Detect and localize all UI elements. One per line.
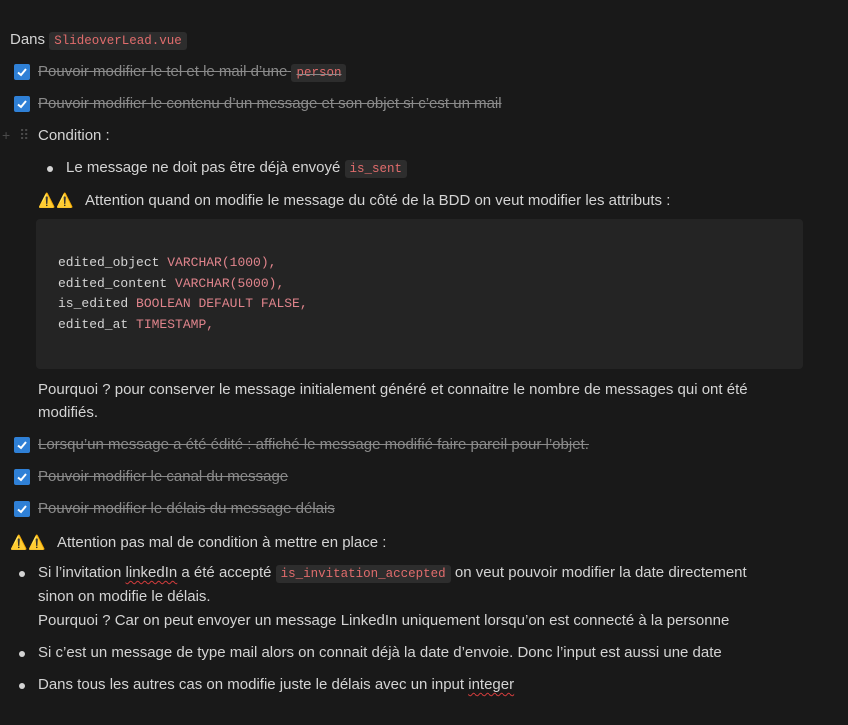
add-block-icon[interactable]: + <box>2 127 11 143</box>
warning-line <box>38 188 670 213</box>
todo-text: Lorsqu’un message a été édité : affiché le message modifié faire pareil pour l’objet. <box>38 436 589 453</box>
checkbox-checked-icon[interactable] <box>14 437 30 453</box>
warning-icon: ⚠️⚠️ <box>38 192 75 208</box>
code-line: edited_object VARCHAR(1000), <box>58 255 277 270</box>
todo-text: Pouvoir modifier le contenu d’un message et son objet si c’est un mail <box>38 95 502 112</box>
bullet-icon <box>19 651 25 657</box>
bullet-continuation: Pourquoi ? Car on peut envoyer un message LinkedIn uniquement lorsqu’on est connecté à la personne <box>38 612 730 629</box>
drag-handle-icon[interactable]: ⠿ <box>19 127 30 143</box>
todo-text: Pouvoir modifier le délais du message délais <box>38 500 335 517</box>
todo-text: Pouvoir modifier le canal du message <box>38 468 289 485</box>
code-line: edited_content VARCHAR(5000), <box>58 276 285 291</box>
checkbox-checked-icon[interactable] <box>14 64 30 80</box>
spellcheck-word: linkedIn <box>125 564 178 581</box>
todo-item <box>38 60 346 85</box>
bullet-icon <box>19 571 25 577</box>
warning-text: Attention quand on modifie le message du côté de la BDD on veut modifier les attributs : <box>85 192 671 209</box>
attention-line <box>10 530 386 555</box>
checkbox-checked-icon[interactable] <box>14 501 30 517</box>
bullet-item: Si l’invitation linkedIn a été accepté is_invitation_accepted on veut pouvoir modifier la date directement <box>38 564 747 581</box>
condition-bullet-text: Le message ne doit pas être déjà envoyé <box>66 159 341 176</box>
condition-label: Condition : <box>38 127 110 144</box>
is-invitation-accepted-code: is_invitation_accepted <box>276 565 451 583</box>
pourquoi-line2: modifiés. <box>38 404 99 421</box>
bullet-item: Dans tous les autres cas on modifie juste le délais avec un input integer <box>38 676 515 693</box>
bullet-continuation: sinon on modifie le délais. <box>38 588 211 605</box>
file-code: SlideoverLead.vue <box>49 32 187 50</box>
code-line: is_edited BOOLEAN DEFAULT FALSE, <box>58 296 308 311</box>
bullet-icon <box>19 683 25 689</box>
intro-label: Dans <box>10 31 46 48</box>
checkbox-checked-icon[interactable] <box>14 469 30 485</box>
attention-text: Attention pas mal de condition à mettre en place : <box>57 534 387 551</box>
spellcheck-word: integer <box>468 676 515 693</box>
intro-line <box>10 28 187 53</box>
todo-item <box>38 92 502 116</box>
code-block[interactable] <box>36 219 803 369</box>
bullet-icon <box>47 166 53 172</box>
is-sent-code: is_sent <box>345 160 408 178</box>
todo-code: person <box>291 64 346 82</box>
checkbox-checked-icon[interactable] <box>14 96 30 112</box>
condition-bullet <box>66 156 407 181</box>
todo-text: Pouvoir modifier le tel et le mail d’une <box>38 63 288 80</box>
bullet-item: Si c’est un message de type mail alors on connait déjà la date d’envoie. Donc l’input est aussi une date <box>38 644 722 661</box>
code-line: edited_at TIMESTAMP, <box>58 317 215 332</box>
warning-icon: ⚠️⚠️ <box>10 534 47 550</box>
pourquoi-line1: Pourquoi ? pour conserver le message initialement généré et connaitre le nombre de messages qui ont été <box>38 381 748 398</box>
